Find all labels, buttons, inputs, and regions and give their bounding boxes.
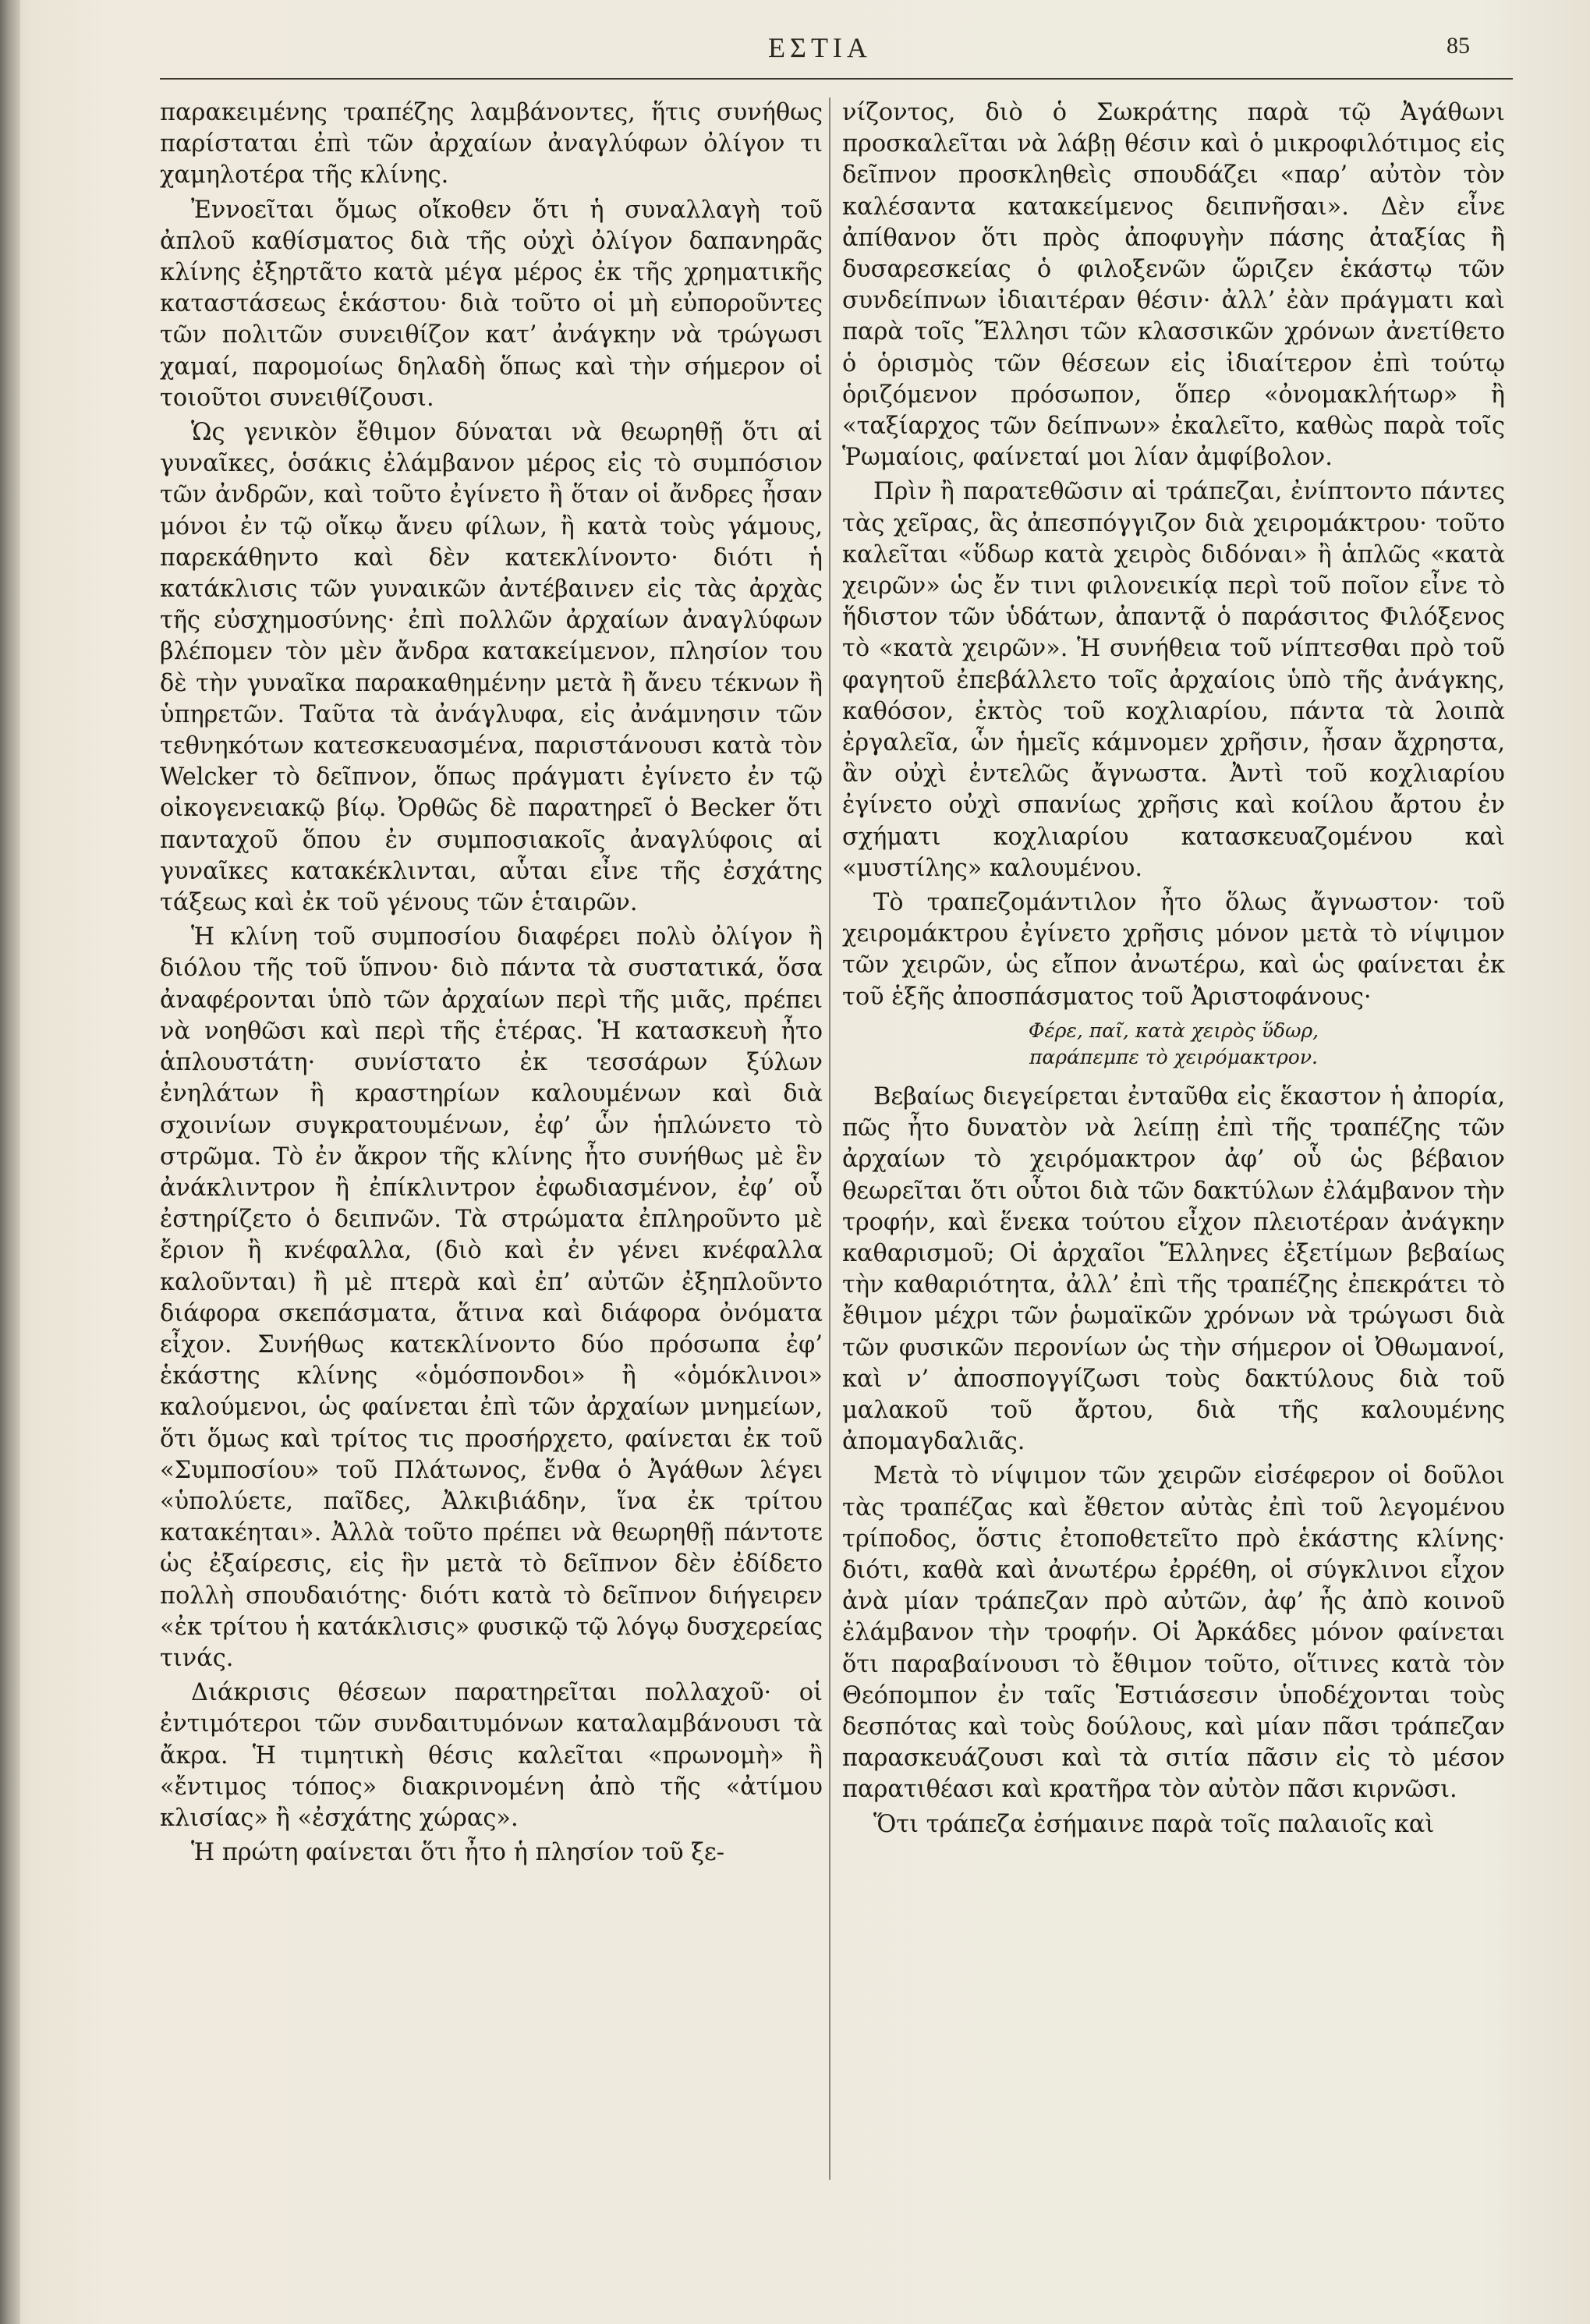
left-column	[160, 97, 823, 1872]
verse-line: Φέρε, παῖ, κατὰ χειρὸς ὕδωρ,	[1028, 1019, 1319, 1042]
verse-line: παράπεμπε τὸ χειρόμακτρον.	[1029, 1045, 1318, 1068]
running-title: ΕΣΤΙΑ	[768, 32, 872, 63]
header-rule	[160, 78, 1513, 80]
paragraph: Διάκρισις θέσεων παρατηρεῖται πολλαχοῦ· οἱ ἐντιμότεροι τῶν συνδαιτυμόνων καταλαμβάνουσι τὰ ἄκρα. Ἡ τιμητικὴ θέσις καλεῖται «πρωνομὴ» ἢ «ἔντιμος τόπος» διακρινομένη ἀπὸ τῆς «ἀτίμου κλισίας» ἢ «ἐσχάτης χώρας».	[160, 1679, 823, 1832]
paragraph: Ὅτι τράπεζα ἐσήμαινε παρὰ τοῖς παλαιοῖς καὶ	[873, 1810, 1435, 1838]
paragraph: Ὡς γενικὸν ἔθιμον δύναται νὰ θεωρηθῇ ὅτι αἱ γυναῖκες, ὁσάκις ἐλάμβανον μέρος εἰς τὸ συμπόσιον τῶν ἀνδρῶν, καὶ τοῦτο ἐγίνετο ἢ ὅταν οἱ ἄνδρες ἦσαν μόνοι ἐν τῷ οἴκῳ ἄνευ φίλων, ἢ κατὰ τοὺς γάμους, παρεκάθηντο καὶ δὲν κατεκλίνοντο· διότι ἡ κατάκλισις τῶν γυναικῶν ἀντέβαινεν εἰς τὰς ἀρχὰς τῆς εὐσχημοσύνης· ἐπὶ πολλῶν ἀρχαίων ἀναγλύφων βλέπομεν τὸν μὲν ἄνδρα κατακείμενον, πλησίον του δὲ τὴν γυναῖκα παρακαθημένην μετὰ ἢ ἄνευ τέκνων ἢ ὑπηρετῶν. Ταῦτα τὰ ἀνάγλυφα, εἰς ἀνάμνησιν τῶν τεθνηκότων κατεσκευασμένα, παριστάνουσι κατὰ τὸν Welcker τὸ δεῖπνον, ὅπως πράγματι ἐγίνετο ἐν τῷ οἰκογενειακῷ βίῳ. Ὀρθῶς δὲ παρατηρεῖ ὁ Becker ὅτι πανταχοῦ ὅπου ἐν συμποσιακοῖς ἀναγλύφοις αἱ γυναῖκες κατακέκλινται, αὗται εἶνε τῆς ἐσχάτης τάξεως καὶ ἐκ τοῦ γένους τῶν ἑταιρῶν.	[160, 419, 823, 917]
paragraph: Βεβαίως διεγείρεται ἐνταῦθα εἰς ἕκαστον ἡ ἀπορία, πῶς ἦτο δυνατὸν νὰ λείπῃ ἐπὶ τῆς τραπέζης τῶν ἀρχαίων τὸ χειρόμακτρον ἀφ’ οὗ ὡς βέβαιον θεωρεῖται ὅτι οὗτοι διὰ τῶν δακτύλων ἐλάμβανον τὴν τροφήν, καὶ ἕνεκα τούτου εἶχον πλειοτέραν ἀνάγκην καθαρισμοῦ; Οἱ ἀρχαῖοι Ἕλληνες ἐξετίμων βεβαίως τὴν καθαριότητα, ἀλλ’ ἐπὶ τῆς τραπέζης ἐπεκράτει τὸ ἔθιμον μέχρι τῶν ῥωμαϊκῶν χρόνων νὰ τρώγωσι διὰ τῶν φυσικῶν περονίων ὡς τὴν σήμερον οἱ Ὀθωμανοί, καὶ ν’ ἀποσπογγίζωσι τοὺς δακτύλους διὰ τοῦ μαλακοῦ τοῦ ἄρτου, διὰ τῆς καλουμένης ἀπομαγδαλιᾶς.	[842, 1082, 1505, 1456]
right-column	[842, 97, 1505, 1844]
page-number: 85	[1447, 33, 1470, 58]
running-head	[0, 31, 1590, 78]
paragraph: Ἡ κλίνη τοῦ συμποσίου διαφέρει πολὺ ὀλίγον ἢ διόλου τῆς τοῦ ὕπνου· διὸ πάντα τὰ συστατικά, ὅσα ἀναφέρονται ὑπὸ τῶν ἀρχαίων περὶ τῆς μιᾶς, πρέπει νὰ νοηθῶσι καὶ περὶ τῆς ἑτέρας. Ἡ κατασκευὴ ἦτο ἁπλουστάτη· συνίστατο ἐκ τεσσάρων ξύλων ἐνηλάτων ἢ κραστηρίων καλουμένων καὶ διὰ σχοινίων συγκρατουμένων, ἐφ’ ὧν ἡπλώνετο τὸ στρῶμα. Τὸ ἐν ἄκρον τῆς κλίνης ἦτο συνήθως μὲ ἓν ἀνάκλιντρον ἢ ἐπίκλιντρον ἐφωδιασμένον, ἐφ’ οὗ ἐστηρίζετο ὁ δειπνῶν. Τὰ στρώματα ἐπληροῦντο μὲ ἔριον ἢ κνέφαλλα, (διὸ καὶ ἐν γένει κνέφαλλα καλοῦνται) ἢ μὲ πτερὰ καὶ ἐπ’ αὐτῶν ἐξηπλοῦντο διάφορα σκεπάσματα, ἅτινα καὶ διάφορα ὀνόματα εἶχον. Συνήθως κατεκλίνοντο δύο πρόσωπα ἐφ’ ἑκάστης κλίνης «ὁμόσπονδοι» ἢ «ὁμόκλινοι» καλούμενοι, ὡς φαίνεται ἐπὶ τῶν ἀρχαίων μνημείων, ὅτι ὅμως καὶ τρίτος τις προσήρχετο, φαίνεται ἐκ τοῦ «Συμποσίου» τοῦ Πλάτωνος, ἔνθα ὁ Ἀγάθων λέγει «ὑπολύετε, παῖδες, Ἀλκιβιάδην, ἵνα ἐκ τρίτου κατακέηται». Ἀλλὰ τοῦτο πρέπει νὰ θεωρηθῇ πάντοτε ὡς ἐξαίρεσις, εἰς ἣν μετὰ τὸ δεῖπνον δὲν ἐδίδετο πολλὴ σπουδαιότης· διότι κατὰ τὸ δεῖπνον διήγειρεν «ἐκ τρίτου ἡ κατάκλισις» φυσικῷ τῷ λόγῳ δυσχερείας τινάς.	[160, 923, 823, 1672]
paragraph: Ἡ πρώτη φαίνεται ὅτι ἦτο ἡ πλησίον τοῦ ξε-	[191, 1839, 725, 1867]
paragraph: Μετὰ τὸ νίψιμον τῶν χειρῶν εἰσέφερον οἱ δοῦλοι τὰς τραπέζας καὶ ἔθετον αὐτὰς ἐπὶ τοῦ λεγομένου τρίποδος, ὅστις ἐτοποθετεῖτο πρὸ ἑκάστης κλίνης· διότι, καθὰ καὶ ἀνωτέρω ἐρρέθη, οἱ σύγκλινοι εἶχον ἀνὰ μίαν τράπεζαν πρὸ αὐτῶν, ἀφ’ ἧς ἀπὸ κοινοῦ ἐλάμβανον τὴν τροφήν. Οἱ Ἀρκάδες μόνον φαίνεται ὅτι παραβαίνουσι τὸ ἔθιμον τοῦτο, οἵτινες κατὰ τὸν Θεόπομπον ἐν ταῖς Ἑστιάσεσιν ὑποδέχονται τοὺς δεσπότας καὶ τοὺς δούλους, καὶ μίαν πᾶσι τράπεζαν παρασκευάζουσι καὶ τὰ σιτία πᾶσιν εἰς τὸ μέσον παρατιθέασι καὶ κρατῆρα τὸν αὐτὸν πᾶσι κιρνῶσι.	[842, 1462, 1505, 1804]
column-divider	[829, 97, 830, 2180]
paragraph: Τὸ τραπεζομάντιλον ἦτο ὅλως ἄγνωστον· τοῦ χειρομάκτρου ἐγίνετο χρῆσις μόνον μετὰ τὸ νίψιμον τῶν χειρῶν, ὡς εἴπον ἀνωτέρω, καὶ ὡς φαίνεται ἐκ τοῦ ἑξῆς ἀποσπάσματος τοῦ Ἀριστοφάνους·	[842, 889, 1505, 1011]
book-spine-shadow	[0, 0, 20, 2324]
paragraph: παρακειμένης τραπέζης λαμβάνοντες, ἥτις συνήθως παρίσταται ἐπὶ τῶν ἀρχαίων ἀναγλύφων ὀλίγον τι χαμηλοτέρα τῆς κλίνης.	[160, 99, 823, 190]
verse-quote	[842, 1018, 1505, 1071]
paragraph: Ἐννοεῖται ὅμως οἴκοθεν ὅτι ἡ συναλλαγὴ τοῦ ἀπλοῦ καθίσματος διὰ τῆς οὐχὶ ὀλίγον δαπανηρᾶς κλίνης ἐξηρτᾶτο κατὰ μέγα μέρος ἐκ τῆς χρηματικῆς καταστάσεως ἑκάστου· διὰ τοῦτο οἱ μὴ εὐποροῦντες τῶν πολιτῶν συνειθίζον κατ’ ἀνάγκην νὰ τρώγωσι χαμαί, παρομοίως δηλαδὴ ὅπως καὶ τὴν σήμερον οἱ τοιοῦτοι συνειθίζουσι.	[160, 196, 823, 412]
paragraph: Πρὶν ἢ παρατεθῶσιν αἱ τράπεζαι, ἐνίπτοντο πάντες τὰς χεῖρας, ἃς ἀπεσπόγγιζον διὰ χειρομάκτρου· τοῦτο καλεῖται «ὕδωρ κατὰ χειρὸς διδόναι» ἢ ἁπλῶς «κατὰ χειρῶν» ὡς ἔν τινι φιλονεικίᾳ περὶ τοῦ ποῖον εἶνε τὸ ἥδιστον τῶν ὑδάτων, ἀπαντᾷ ὁ παράσιτος Φιλόξενος τὸ «κατὰ χειρῶν». Ἡ συνήθεια τοῦ νίπτεσθαι πρὸ τοῦ φαγητοῦ ἐπεβάλλετο τοῖς ἀρχαίοις ὑπὸ τῆς ἀνάγκης, καθόσον, ἐκτὸς τοῦ κοχλιαρίου, πάντα τὰ λοιπὰ ἐργαλεῖα, ὧν ἡμεῖς κάμνομεν χρῆσιν, ἦσαν ἄχρηστα, ἂν οὐχὶ ἐντελῶς ἄγνωστα. Ἀντὶ τοῦ κοχλιαρίου ἐγίνετο οὐχὶ σπανίως χρῆσις καὶ κοίλου ἄρτου ἐν σχήματι κοχλιαρίου κατασκευαζομένου καὶ «μυστίλης» καλουμένου.	[842, 478, 1505, 882]
paragraph: νίζοντος, διὸ ὁ Σωκράτης παρὰ τῷ Ἀγάθωνι προσκαλεῖται νὰ λάβῃ θέσιν καὶ ὁ μικροφιλότιμος εἰς δεῖπνον προσκληθεὶς σπουδάζει «παρ’ αὐτὸν τὸν καλέσαντα κατακείμενος δειπνῆσαι». Δὲν εἶνε ἀπίθανον ὅτι πρὸς ἀποφυγὴν πάσης ἀταξίας ἢ δυσαρεσκείας ὁ φιλοξενῶν ὥριζεν ἑκάστῳ τῶν συνδείπνων ἰδιαιτέραν θέσιν· ἀλλ’ ἐὰν πράγματι καὶ παρὰ τοῖς Ἕλλησι τῶν κλασσικῶν χρόνων ἀνετίθετο ὁ ὁρισμὸς τῶν θέσεων εἰς ἰδιαίτερον ἐπὶ τούτῳ ὁριζόμενον πρόσωπον, ὅπερ «ὀνομακλήτωρ» ἢ «ταξίαρχος τῶν δείπνων» ἐκαλεῖτο, καθὼς παρὰ τοῖς Ῥωμαίοις, φαίνεταί μοι λίαν ἀμφίβολον.	[842, 99, 1505, 472]
